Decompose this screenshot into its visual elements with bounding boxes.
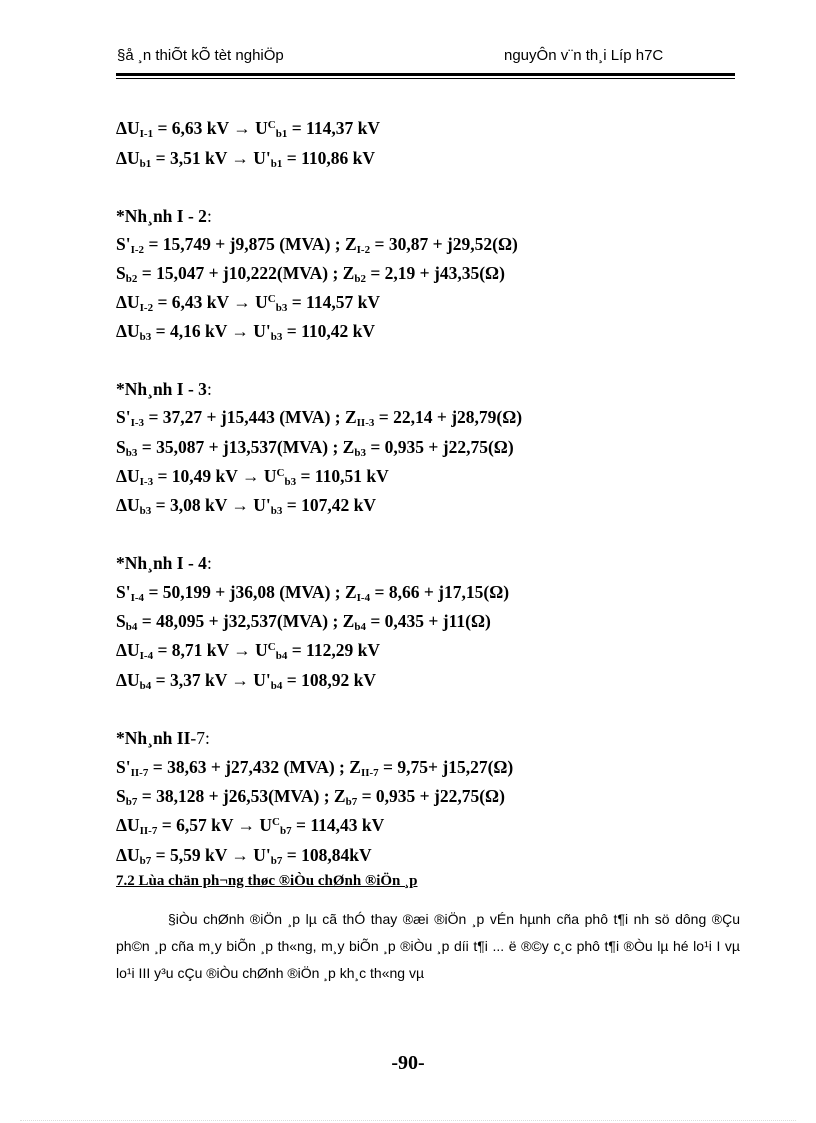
equation-line (116, 263, 505, 285)
equation-line (116, 466, 389, 488)
equation-part: ΔU (116, 148, 140, 168)
equation-line (116, 553, 212, 574)
equation-part: b4 (354, 621, 366, 633)
equation-part: = 15,749 + j9,875 (MVA) ; Z (144, 234, 357, 254)
equation-part: -7: (190, 728, 210, 748)
equation-part: = 15,047 + j10,222(MVA) ; Z (137, 263, 355, 283)
section-title: 7.2 Lùa chän ph¬ng thøc ®iÒu chØnh ®iÖn ¸p (116, 873, 418, 889)
equation-part: = 114,43 kV (291, 815, 385, 835)
equation-part: = 0,935 + j22,75(Ω) (357, 786, 505, 806)
equation-part: ΔU (116, 815, 140, 835)
equation-part: = 37,27 + j15,443 (MVA) ; Z (144, 407, 357, 427)
equation-part: C (267, 293, 276, 305)
equation-part: b7 (139, 855, 152, 867)
equation-part: II-7 (139, 825, 158, 837)
equation-part: ΔU (116, 466, 140, 486)
page-bottom-border (20, 1120, 796, 1121)
equation-line (116, 118, 380, 140)
header-left: §å ¸n thiÕt kÕ tèt nghiÖp (117, 47, 284, 64)
equation-line (116, 407, 522, 429)
equation-line (116, 786, 505, 808)
equation-part: b3 (275, 302, 288, 314)
equation-part: C (267, 641, 276, 653)
equation-part: *Nh¸nh I - 3 (116, 379, 207, 399)
equation-part: = 108,84kV (282, 845, 372, 865)
equation-part: b7 (125, 796, 138, 808)
equation-part: *Nh¸nh I - 4 (116, 553, 207, 573)
equation-part: C (267, 119, 276, 131)
equation-part: b3 (125, 447, 138, 459)
equation-part: b4 (275, 650, 288, 662)
equation-part: I-3 (130, 417, 145, 429)
equation-part: = 3,08 kV → U' (151, 495, 271, 515)
equation-part: b4 (270, 680, 283, 692)
body-paragraph (116, 906, 740, 987)
equation-part: = 0,435 + j11(Ω) (365, 611, 491, 631)
equation-part: *Nh¸nh I - 2 (116, 206, 207, 226)
equation-line (116, 640, 380, 662)
equation-part: = 4,16 kV → U' (151, 321, 271, 341)
equation-part: = 6,63 kV → U (153, 118, 268, 138)
equation-part: b3 (354, 447, 366, 459)
equation-part: = 3,51 kV → U' (151, 148, 271, 168)
equation-part: ΔU (116, 670, 140, 690)
equation-part: II-3 (356, 417, 375, 429)
equation-part: = 110,86 kV (282, 148, 376, 168)
equation-part: = 114,57 kV (287, 292, 380, 312)
header-rule-thin (116, 78, 735, 79)
equation-part: ΔU (116, 845, 140, 865)
equation-part: ΔU (116, 640, 140, 660)
equation-part: b4 (139, 680, 152, 692)
equation-line (116, 582, 509, 604)
equation-part: = 114,37 kV (287, 118, 380, 138)
equation-part: = 3,37 kV → U' (151, 670, 271, 690)
equation-part: = 107,42 kV (282, 495, 376, 515)
paragraph-text: §iÒu chØnh ®iÖn ¸p lµ cã thÓ thay ®æi ®iÖn ¸p vÉn hµnh cña phô t¶i nh sö dông ®Çu ph©n ¸p cña m¸y biÕn ¸p th«ng, m¸y biÕn ¸p ®iÒu ¸p díi t¶i ... ë ®©y c¸c phô t¶i ®Òu lµ hé lo¹i I vµ lo¹i III y³u cÇu ®iÒu chØnh ®iÖn ¸p kh¸c th«ng vµ (116, 911, 740, 981)
equation-part: = 38,128 + j26,53(MVA) ; Z (137, 786, 346, 806)
equation-part: = 108,92 kV (282, 670, 376, 690)
equation-part: = 38,63 + j27,432 (MVA) ; Z (148, 757, 361, 777)
equation-part: = 110,51 kV (296, 466, 389, 486)
equation-part: I-4 (130, 592, 145, 604)
equation-part: b3 (270, 331, 283, 343)
equation-part: I-4 (139, 650, 154, 662)
equation-part: b3 (270, 505, 283, 517)
equation-part: S' (116, 234, 131, 254)
equation-part: = 0,935 + j22,75(Ω) (365, 437, 514, 457)
equation-line (116, 815, 384, 837)
equation-part: ΔU (116, 321, 140, 341)
header-right: nguyÔn v¨n th¸i Líp h7C (504, 47, 664, 64)
equation-part: I-4 (356, 592, 371, 604)
equation-part: = 110,42 kV (282, 321, 376, 341)
equation-part: b1 (275, 128, 288, 140)
equation-part: II-7 (130, 767, 149, 779)
equation-part: b4 (125, 621, 138, 633)
equation-part: ΔU (116, 292, 140, 312)
equation-part: = 8,71 kV → U (153, 640, 268, 660)
equation-part: ΔU (116, 495, 140, 515)
equation-part: = 10,49 kV → U (153, 466, 277, 486)
header-rule-thick (116, 73, 735, 76)
equation-line (116, 379, 212, 400)
equation-part: b1 (139, 158, 152, 170)
equation-part: = 6,43 kV → U (153, 292, 268, 312)
equation-line (116, 234, 518, 256)
equation-part: S (116, 786, 126, 806)
equation-part: : (206, 379, 212, 399)
equation-part: = 30,87 + j29,52(Ω) (370, 234, 518, 254)
equation-part: I-2 (356, 244, 371, 256)
equation-part: S (116, 437, 126, 457)
equation-part: b7 (270, 855, 283, 867)
equation-part: = 6,57 kV → U (157, 815, 273, 835)
equation-part: b7 (279, 825, 292, 837)
equation-part: I-1 (139, 128, 154, 140)
equation-line (116, 292, 380, 314)
equation-line (116, 670, 376, 692)
equation-part: : (206, 206, 212, 226)
equation-part: b1 (270, 158, 283, 170)
equation-part: b2 (354, 273, 366, 285)
equation-line (116, 206, 212, 227)
equation-part: C (272, 816, 280, 828)
equation-part: b3 (284, 476, 297, 488)
equation-part: I-2 (139, 302, 154, 314)
equation-part: = 112,29 kV (287, 640, 380, 660)
equation-part: ΔU (116, 118, 140, 138)
equation-line (116, 148, 375, 170)
equation-part: = 50,199 + j36,08 (MVA) ; Z (144, 582, 357, 602)
equation-part: = 5,59 kV → U' (151, 845, 271, 865)
equation-line (116, 728, 210, 749)
equation-part: II-7 (360, 767, 379, 779)
page-number: -90- (391, 1052, 425, 1074)
equation-part: = 48,095 + j32,537(MVA) ; Z (137, 611, 355, 631)
equation-part: = 2,19 + j43,35(Ω) (365, 263, 505, 283)
equation-part: b7 (345, 796, 358, 808)
equation-part: S' (116, 757, 131, 777)
equation-part: = 22,14 + j28,79(Ω) (374, 407, 523, 427)
equation-line (116, 611, 491, 633)
equation-part: S (116, 611, 126, 631)
equation-part: = 9,75+ j15,27(Ω) (378, 757, 514, 777)
equation-part: S' (116, 582, 131, 602)
equation-line (116, 495, 376, 517)
equation-part: S (116, 263, 126, 283)
equation-line (116, 757, 513, 779)
equation-part: b3 (139, 505, 152, 517)
equation-part: : (206, 553, 212, 573)
equation-part: C (276, 467, 285, 479)
equation-part: *Nh¸nh II (116, 728, 191, 748)
equation-part: b2 (125, 273, 138, 285)
equation-part: = 35,087 + j13,537(MVA) ; Z (137, 437, 355, 457)
equation-part: I-2 (130, 244, 145, 256)
equation-line (116, 437, 514, 459)
equation-line (116, 321, 375, 343)
equation-part: b3 (139, 331, 152, 343)
equation-line (116, 845, 372, 867)
equation-part: I-3 (139, 476, 154, 488)
equation-part: S' (116, 407, 131, 427)
equation-part: = 8,66 + j17,15(Ω) (370, 582, 510, 602)
